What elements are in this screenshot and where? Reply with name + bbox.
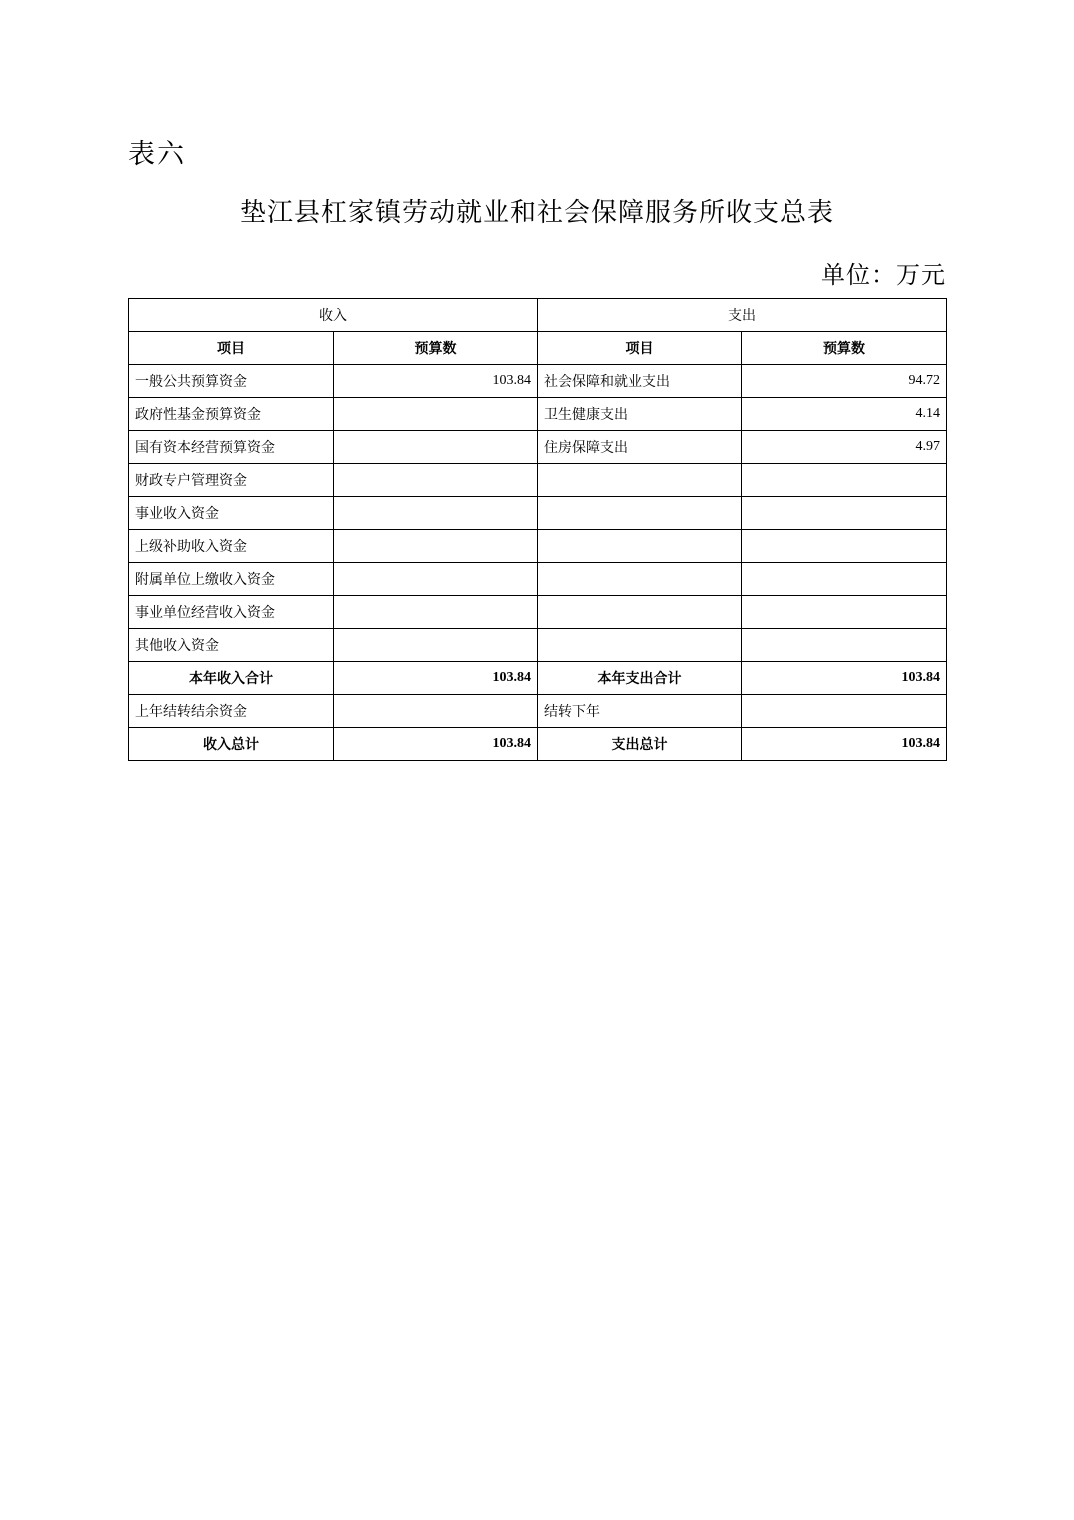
expense-budget: 103.84: [742, 728, 947, 761]
income-budget: [334, 530, 538, 563]
income-budget: [334, 629, 538, 662]
column-header-expense-budget: 预算数: [742, 332, 947, 365]
table-row: [129, 398, 947, 431]
expense-budget: [742, 596, 947, 629]
expense-budget: [742, 563, 947, 596]
column-header-expense-item: 项目: [538, 332, 742, 365]
table-body: [129, 299, 947, 761]
income-item: 事业单位经营收入资金: [129, 596, 334, 629]
expense-budget: [742, 695, 947, 728]
income-budget: [334, 464, 538, 497]
income-item: 上级补助收入资金: [129, 530, 334, 563]
table-row: [129, 464, 947, 497]
expense-item: [538, 497, 742, 530]
table-row: [129, 530, 947, 563]
table-row: [129, 695, 947, 728]
income-budget: 103.84: [334, 728, 538, 761]
expense-item: [538, 596, 742, 629]
expense-item: 结转下年: [538, 695, 742, 728]
table-row-grandtotal: [129, 728, 947, 761]
table-row-subtotal: [129, 662, 947, 695]
expense-budget: [742, 629, 947, 662]
income-item: 上年结转结余资金: [129, 695, 334, 728]
table-row: [129, 431, 947, 464]
income-budget: 103.84: [334, 662, 538, 695]
table-group-header-row: [129, 299, 947, 332]
income-budget: [334, 497, 538, 530]
income-item: 财政专户管理资金: [129, 464, 334, 497]
expense-budget: 4.14: [742, 398, 947, 431]
column-header-income-budget: 预算数: [334, 332, 538, 365]
table-row: [129, 497, 947, 530]
table-column-header-row: [129, 332, 947, 365]
table-row: [129, 596, 947, 629]
group-header-expense: 支出: [538, 299, 947, 332]
income-item: 收入总计: [129, 728, 334, 761]
expense-budget: [742, 497, 947, 530]
income-budget: [334, 398, 538, 431]
income-budget: [334, 431, 538, 464]
table-row: [129, 563, 947, 596]
column-header-income-item: 项目: [129, 332, 334, 365]
table-row: [129, 629, 947, 662]
unit-note: 单位：万元: [821, 263, 946, 289]
expense-item: [538, 464, 742, 497]
income-budget: [334, 596, 538, 629]
group-header-income: 收入: [129, 299, 538, 332]
expense-item: 社会保障和就业支出: [538, 365, 742, 398]
income-item: 本年收入合计: [129, 662, 334, 695]
income-budget: [334, 563, 538, 596]
income-item: 附属单位上缴收入资金: [129, 563, 334, 596]
income-item: 政府性基金预算资金: [129, 398, 334, 431]
expense-budget: 4.97: [742, 431, 947, 464]
income-item: 国有资本经营预算资金: [129, 431, 334, 464]
income-budget: [334, 695, 538, 728]
income-item: 一般公共预算资金: [129, 365, 334, 398]
page-title: 垫江县杠家镇劳动就业和社会保障服务所收支总表: [239, 198, 834, 227]
expense-item: 支出总计: [538, 728, 742, 761]
expense-budget: [742, 464, 947, 497]
expense-budget: 103.84: [742, 662, 947, 695]
income-item: 其他收入资金: [129, 629, 334, 662]
expense-item: [538, 530, 742, 563]
expense-item: 住房保障支出: [538, 431, 742, 464]
budget-table-wrapper: [128, 298, 946, 761]
table-row: [129, 365, 947, 398]
expense-item: 卫生健康支出: [538, 398, 742, 431]
expense-item: 本年支出合计: [538, 662, 742, 695]
income-budget: 103.84: [334, 365, 538, 398]
income-item: 事业收入资金: [129, 497, 334, 530]
expense-budget: [742, 530, 947, 563]
expense-item: [538, 563, 742, 596]
expense-item: [538, 629, 742, 662]
budget-table: [128, 298, 947, 761]
table-label: 表六: [128, 139, 186, 169]
expense-budget: 94.72: [742, 365, 947, 398]
